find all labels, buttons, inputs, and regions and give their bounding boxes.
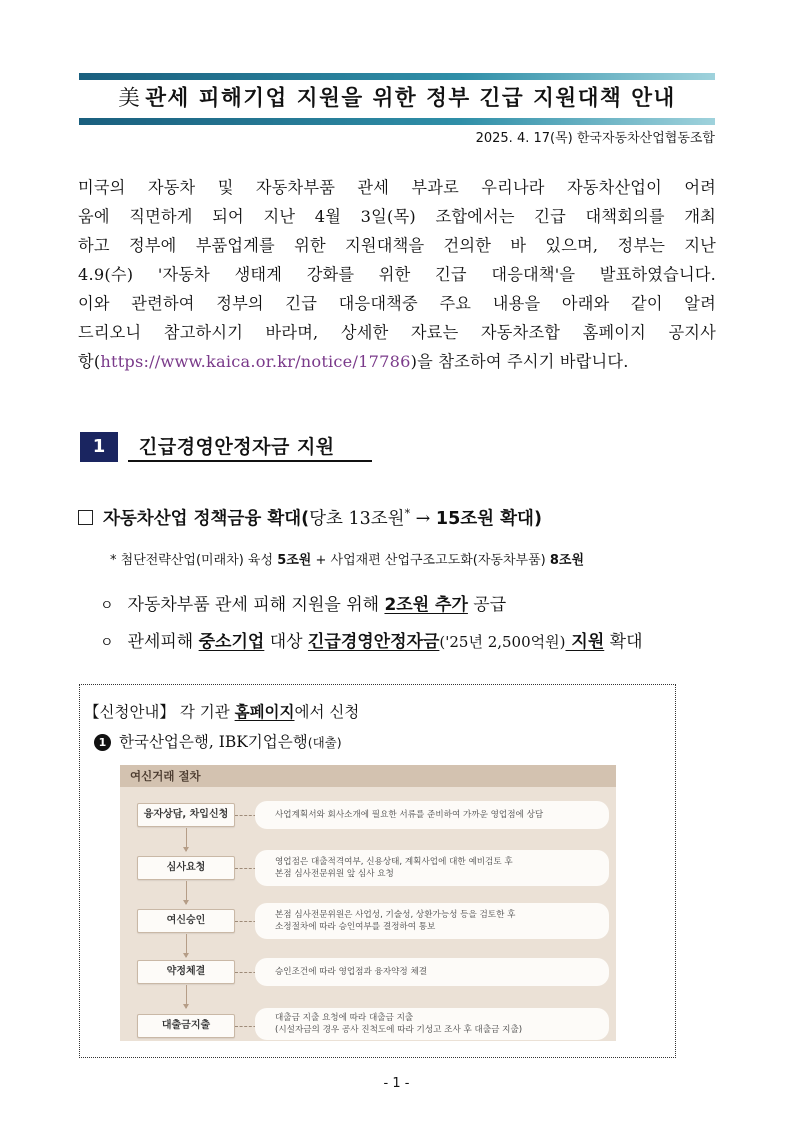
bullet1-post: 공급 [467,595,507,615]
policy-line [78,505,542,530]
desc-line: 사업계획서와 회사소개에 필요한 서류를 준비하여 가까운 영업점에 상담 [275,810,544,820]
bullet2-emphasis-2: 긴급경영안정자금 [307,632,440,652]
bullet1-pre: 자동차부품 관세 피해 지원을 위해 [127,595,385,615]
bullet-marker: ㅇ [100,598,114,614]
checkbox-square-icon [78,510,93,525]
app-head-pre: 【신청안내】 각 기관 [84,703,235,721]
process-step: 여신승인 [137,909,235,933]
desc-line: 본점 심사전문위원은 사업성, 기술성, 상환가능성 등을 검토한 후 [275,910,516,920]
title-bar-bottom [79,118,715,125]
application-item [94,730,342,752]
section-title: 긴급경영안정자금 지원 [128,432,372,462]
process-step-desc [255,1008,609,1040]
policy-mid: 당초 13조원 [309,509,405,529]
bullet2-emphasis-3: 지원 [565,632,605,652]
application-heading [84,700,359,722]
process-step-desc [255,801,609,829]
desc-line: 대출금 지출 요청에 따라 대출금 지출 [275,1013,414,1023]
page-title [79,80,715,118]
bullet2-post: 확대 [604,632,643,652]
loan-process-diagram [120,765,616,1041]
desc-line: 본점 심사전문위원 앞 심사 요청 [275,869,394,879]
intro-line: 이와 관련하여 정부의 긴급 대응대책중 주요 내용을 아래와 같이 알려 [78,294,716,313]
down-arrow-icon [186,934,187,957]
page-number: - 1 - [383,1076,410,1091]
intro-line: 움에 직면하게 되어 지난 4월 3일(목) 조합에서는 긴급 대책회의를 개최 [78,207,716,226]
down-arrow-icon [186,881,187,904]
process-step: 융자상담, 차입신청 [137,803,235,827]
title-symbol: 美 [118,86,142,111]
notice-link[interactable]: https://www.kaica.or.kr/notice/17786 [100,352,411,371]
process-step-desc [255,850,609,886]
intro-last-prefix: 항( [78,352,101,371]
policy-arrow: → [410,509,436,529]
intro-last-suffix: )을 참조하여 주시기 바랍니다. [410,352,629,371]
note-prefix: * 첨단전략산업(미래차) 육성 [110,553,278,568]
process-step-desc [255,958,609,986]
intro-line-last [78,347,716,376]
policy-lead: 자동차산업 정책금융 확대( [103,509,310,529]
down-arrow-icon [186,828,187,851]
section-number: 1 [80,432,118,462]
process-step-desc [255,903,609,939]
policy-note [110,549,584,568]
intro-paragraph [78,173,716,376]
desc-line: (시설자금의 경우 공사 진척도에 따라 기성고 조사 후 대출금 지출) [275,1025,523,1035]
intro-line: 4.9(수) '자동차 생태계 강화를 위한 긴급 대응대책'을 발표하였습니다. [78,265,716,284]
title-bar-top [79,73,715,80]
bullet-item [100,627,643,652]
app-head-post: 에서 신청 [294,703,360,721]
bullet2-emphasis-1: 중소기업 [198,632,265,652]
intro-line: 드리오니 참고하시기 바라며, 상세한 자료는 자동차조합 홈페이지 공지사 [78,323,716,342]
process-step: 대출금지출 [137,1014,235,1038]
loan-label: (대출) [307,735,342,750]
intro-line: 미국의 자동차 및 자동차부품 관세 부과로 우리나라 자동차산업이 어려 [78,178,716,197]
process-title: 여신거래 절차 [130,769,201,783]
bullet1-emphasis: 2조원 추가 [384,595,468,615]
homepage-emphasis: 홈페이지 [234,703,295,721]
desc-line: 승인조건에 따라 영업점과 융자약정 체결 [275,967,428,977]
date-line: 2025. 4. 17(목) 한국자동차산업협동조합 [475,131,715,146]
title-text: 관세 피해기업 지원을 위한 정부 긴급 지원대책 안내 [145,86,676,111]
process-step: 약정체결 [137,960,235,984]
intro-line: 하고 정부에 부품업계를 위한 지원대책을 건의한 바 있으며, 정부는 지난 [78,236,716,255]
number-badge: 1 [94,734,111,751]
bullet2-paren: ('25년 2,500억원) [439,633,566,651]
note-amount-2: 8조원 [549,553,585,568]
bullet-item [100,590,506,615]
down-arrow-icon [186,985,187,1008]
bullet2-pre: 관세피해 [127,632,199,652]
bullet-marker: ㅇ [100,635,114,651]
note-middle: + 사업재편 산업구조고도화(자동차부품) [311,553,550,568]
bullet2-mid: 대상 [264,632,308,652]
desc-line: 소정절차에 따라 승인여부를 결정하여 통보 [275,922,436,932]
note-amount-1: 5조원 [277,553,312,568]
process-step: 심사요청 [137,856,235,880]
policy-star: * [404,507,411,521]
policy-tail: 15조원 확대) [435,509,542,529]
bank-names: 한국산업은행, IBK기업은행 [119,733,308,751]
desc-line: 영업점은 대출적격여부, 신용상태, 계획사업에 대한 예비검토 후 [275,857,513,867]
